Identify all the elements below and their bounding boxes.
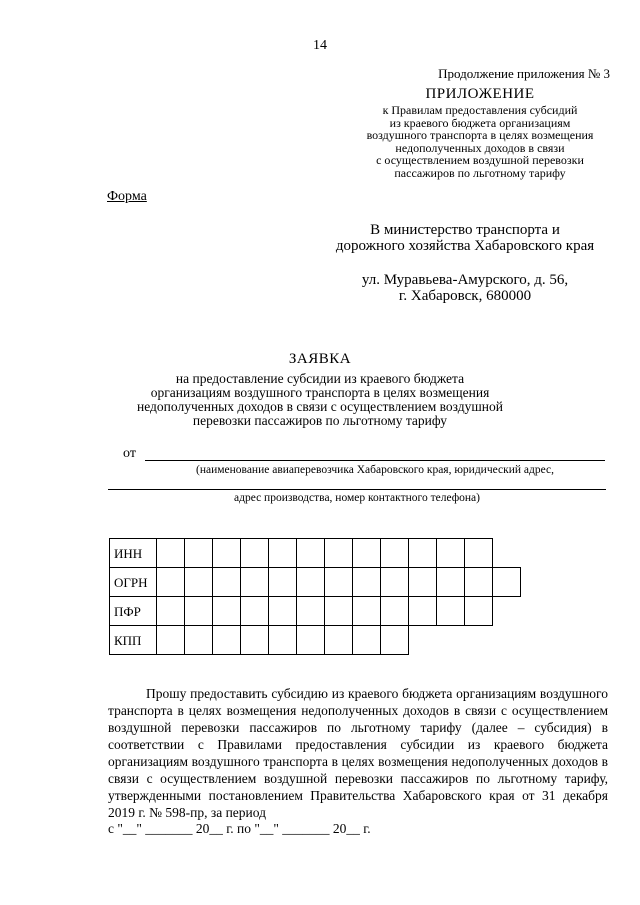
code-digit-box[interactable] xyxy=(436,596,465,626)
code-digit-box[interactable] xyxy=(156,625,185,655)
code-digit-box[interactable] xyxy=(436,567,465,597)
application-line: организациям воздушного транспорта в целях возмещения xyxy=(150,385,490,400)
applicant-caption: (наименование авиаперевозчика Хабаровского края, юридический адрес, xyxy=(196,464,554,476)
form-label: Форма xyxy=(107,189,147,204)
code-digit-box[interactable] xyxy=(212,596,241,626)
code-digit-box[interactable] xyxy=(352,538,381,568)
applicant-address-line[interactable] xyxy=(108,489,606,490)
code-digit-box[interactable] xyxy=(324,567,353,597)
continuation-note: Продолжение приложения № 3 xyxy=(438,66,610,81)
recipient-address-line: г. Хабаровск, 680000 xyxy=(398,288,532,304)
code-label: ПФР xyxy=(109,596,157,626)
application-title: ЗАЯВКА xyxy=(288,351,352,367)
code-digit-box[interactable] xyxy=(268,596,297,626)
code-label: ИНН xyxy=(109,538,157,568)
code-digit-box[interactable] xyxy=(156,596,185,626)
code-digit-box[interactable] xyxy=(156,567,185,597)
code-digit-box[interactable] xyxy=(240,596,269,626)
code-digit-box[interactable] xyxy=(464,596,493,626)
code-digit-box[interactable] xyxy=(352,596,381,626)
code-digit-box[interactable] xyxy=(268,625,297,655)
code-digit-box[interactable] xyxy=(184,538,213,568)
code-digit-box[interactable] xyxy=(464,567,493,597)
code-digit-box[interactable] xyxy=(380,567,409,597)
application-line: перевозки пассажиров по льготному тарифу xyxy=(192,413,448,428)
appendix-line: недополученных доходов в связи xyxy=(395,140,565,155)
code-digit-box[interactable] xyxy=(296,625,325,655)
code-digit-box[interactable] xyxy=(324,538,353,568)
code-label: КПП xyxy=(109,625,157,655)
code-digit-box[interactable] xyxy=(268,538,297,568)
code-digit-box[interactable] xyxy=(296,538,325,568)
appendix-title: ПРИЛОЖЕНИЕ xyxy=(425,86,535,102)
code-digit-box[interactable] xyxy=(156,538,185,568)
application-line: на предоставление субсидии из краевого бюджета xyxy=(175,371,465,386)
from-label: от xyxy=(123,446,136,461)
code-digit-box[interactable] xyxy=(380,538,409,568)
appendix-line: к Правилам предоставления субсидий xyxy=(382,103,578,117)
appendix-line: с осуществлением воздушной перевозки xyxy=(376,153,584,167)
appendix-subtitle xyxy=(330,104,630,179)
code-digit-box[interactable] xyxy=(492,567,521,597)
recipient-address-line: ул. Муравьева-Амурского, д. 56, xyxy=(361,272,569,288)
code-digit-box[interactable] xyxy=(184,596,213,626)
page-number: 14 xyxy=(313,38,327,53)
recipient-line: В министерство транспорта и xyxy=(370,222,560,238)
code-digit-box[interactable] xyxy=(408,596,437,626)
code-digit-box[interactable] xyxy=(352,567,381,597)
period-line: с "__" _______ 20__ г. по "__" _______ 20__ г. xyxy=(108,821,371,836)
code-digit-box[interactable] xyxy=(436,538,465,568)
request-text: Прошу предоставить субсидию из краевого бюджета организациям воздушного транспорта в целях возмещения недополученных доходов в связи с осуществлением воздушной перевозки пассажиров по льготному тарифу (далее – субсидия) в соответствии с Правилами предоставления субсидии из краевого бюджета организациям воздушного транспорта в целях возмещения недополученных доходов в связи с осуществлением воздушной перевозки пассажиров по льготному тарифу, утвержденными постановлением Правительства Хабаровского края от 31 декабря 2019 г. № 598-пр, за период xyxy=(108,686,608,820)
code-digit-box[interactable] xyxy=(352,625,381,655)
code-digit-box[interactable] xyxy=(240,567,269,597)
code-digit-box[interactable] xyxy=(408,567,437,597)
code-digit-box[interactable] xyxy=(380,625,409,655)
application-line: недополученных доходов в связи с осуществлением воздушной xyxy=(137,399,503,414)
appendix-line: из краевого бюджета организациям xyxy=(389,115,571,130)
appendix-line: пассажиров по льготному тарифу xyxy=(394,165,566,180)
code-digit-box[interactable] xyxy=(464,538,493,568)
request-paragraph xyxy=(108,685,608,821)
code-digit-box[interactable] xyxy=(212,567,241,597)
recipient-line: дорожного хозяйства Хабаровского края xyxy=(335,238,595,254)
code-digit-box[interactable] xyxy=(408,538,437,568)
appendix-line: воздушного транспорта в целях возмещения xyxy=(366,128,594,142)
code-digit-box[interactable] xyxy=(184,625,213,655)
code-digit-box[interactable] xyxy=(240,538,269,568)
application-subtitle xyxy=(120,372,520,428)
code-digit-box[interactable] xyxy=(184,567,213,597)
code-digit-box[interactable] xyxy=(212,538,241,568)
code-digit-box[interactable] xyxy=(212,625,241,655)
code-digit-box[interactable] xyxy=(296,596,325,626)
code-digit-box[interactable] xyxy=(324,625,353,655)
code-label: ОГРН xyxy=(109,567,157,597)
recipient-block xyxy=(300,222,630,304)
address-caption: адрес производства, номер контактного телефона) xyxy=(233,492,480,504)
code-digit-box[interactable] xyxy=(268,567,297,597)
code-digit-box[interactable] xyxy=(296,567,325,597)
code-digit-box[interactable] xyxy=(380,596,409,626)
applicant-name-line[interactable] xyxy=(145,460,605,461)
code-digit-box[interactable] xyxy=(324,596,353,626)
code-digit-box[interactable] xyxy=(240,625,269,655)
